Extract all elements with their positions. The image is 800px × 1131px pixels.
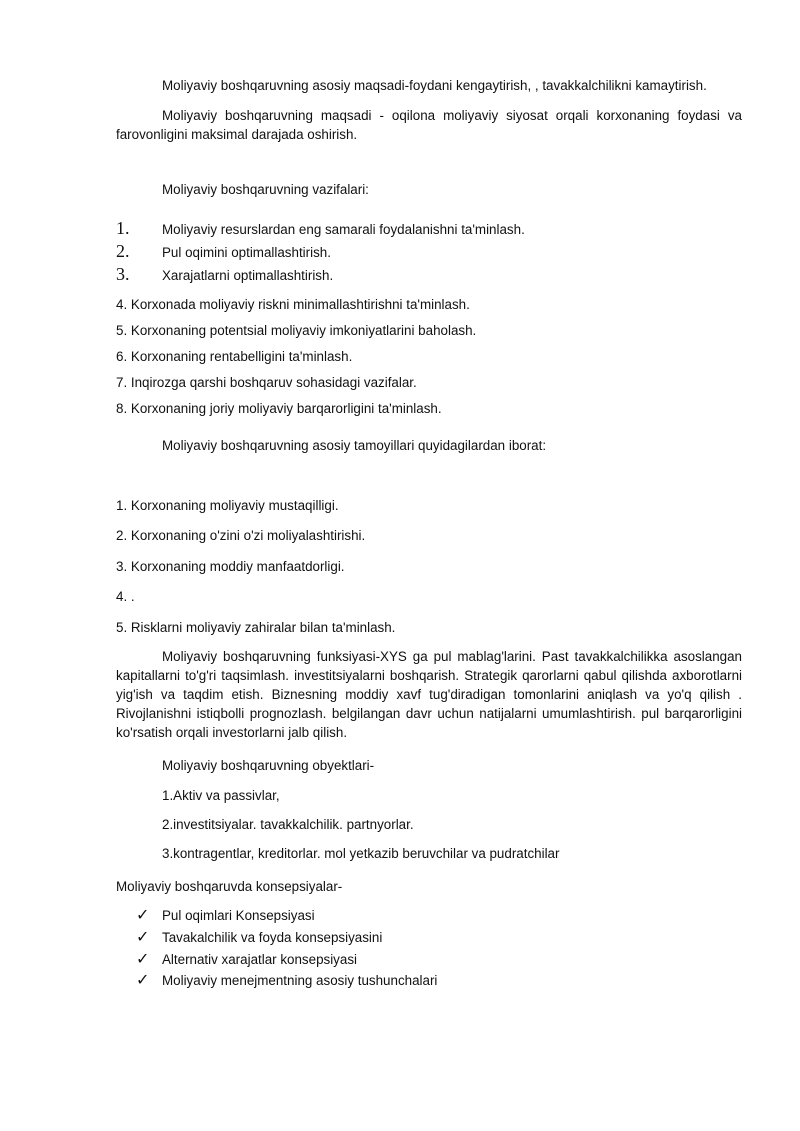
list-number: 3. [116,264,130,284]
list-item [116,264,742,290]
list-item: 2. Korxonaning o'zini o'zi moliyalashtirishi. [116,528,366,543]
list-number: 2. [116,241,130,261]
list-item: 1.Aktiv va passivlar, [162,788,280,803]
list-item [136,905,736,928]
list-item: 4. Korxonada moliyaviy riskni minimallashtirishni ta'minlash. [116,297,470,312]
intro-paragraph-purpose: Moliyaviy boshqaruvning maqsadi - oqilona moliyaviy siyosat orqali korxonaning foydasi va farovonligini maksimal darajada oshirish. [116,108,742,142]
list-item [136,927,736,950]
list-item [116,218,742,244]
objects-heading: Moliyaviy boshqaruvning obyektlari- [162,758,375,773]
check-mark-icon: ✓ [136,927,150,946]
list-item: 5. Korxonaning potentsial moliyaviy imkoniyatlarini baholash. [116,323,477,338]
list-item [136,970,736,993]
list-item [136,949,736,972]
intro-paragraph-goal: Moliyaviy boshqaruvning asosiy maqsadi-foydani kengaytirish, , tavakkalchilikni kamaytirish. [162,78,707,93]
list-item-text: Moliyaviy menejmentning asosiy tushunchalari [162,973,438,988]
list-item-text: Pul oqimlari Konsepsiyasi [162,908,315,923]
check-mark-icon: ✓ [136,970,150,989]
concepts-heading: Moliyaviy boshqaruvda konsepsiyalar- [116,879,343,894]
list-item: 2.investitsiyalar. tavakkalchilik. partnyorlar. [162,817,414,832]
principles-heading: Moliyaviy boshqaruvning asosiy tamoyillari quyidagilardan iborat: [162,438,547,453]
list-item: 1. Korxonaning moliyaviy mustaqilligi. [116,498,339,513]
list-item: 3.kontragentlar, kreditorlar. mol yetkazib beruvchilar va pudratchilar [162,846,560,861]
list-item-text: Xarajatlarni optimallashtirish. [162,268,334,283]
list-item-text: Moliyaviy resurslardan eng samarali foydalanishni ta'minlash. [162,222,525,237]
list-item: 5. Risklarni moliyaviy zahiralar bilan ta'minlash. [116,620,396,635]
check-mark-icon: ✓ [136,905,150,924]
list-item-text: Tavakalchilik va foyda konsepsiyasini [162,930,383,945]
list-item-text: Alternativ xarajatlar konsepsiyasi [162,952,357,967]
functions-paragraph: Moliyaviy boshqaruvning funksiyasi-XYS ga pul mablag'larini. Past tavakkalchilikka asoslangan kapitallarni to'g'ri taqsimlash. investitsiyalarni boshqarish. Strategik qarorlarni qabul qilishda axborotlarni yig'ish va taqdim etish. Biznesning moddiy xavf tug'diradigan tomonlarini aniqlash va yo'q qilish . Rivojlanishni istiqbolli prognozlash. belgilangan davr uchun natijalarni umumlashtirish. pul barqarorligini ko'rsatish orqali investorlarni jalb qilish. [116,649,742,740]
list-item: 8. Korxonaning joriy moliyaviy barqarorligini ta'minlash. [116,401,442,416]
list-number: 1. [116,218,130,238]
list-item [116,241,742,267]
list-item: 6. Korxonaning rentabelligini ta'minlash. [116,349,353,364]
tasks-heading: Moliyaviy boshqaruvning vazifalari: [162,182,369,197]
list-item: 7. Inqirozga qarshi boshqaruv sohasidagi vazifalar. [116,375,417,390]
check-mark-icon: ✓ [136,949,150,968]
list-item-text: Pul oqimini optimallashtirish. [162,245,331,260]
list-item: 4. . [116,589,135,604]
list-item: 3. Korxonaning moddiy manfaatdorligi. [116,559,345,574]
